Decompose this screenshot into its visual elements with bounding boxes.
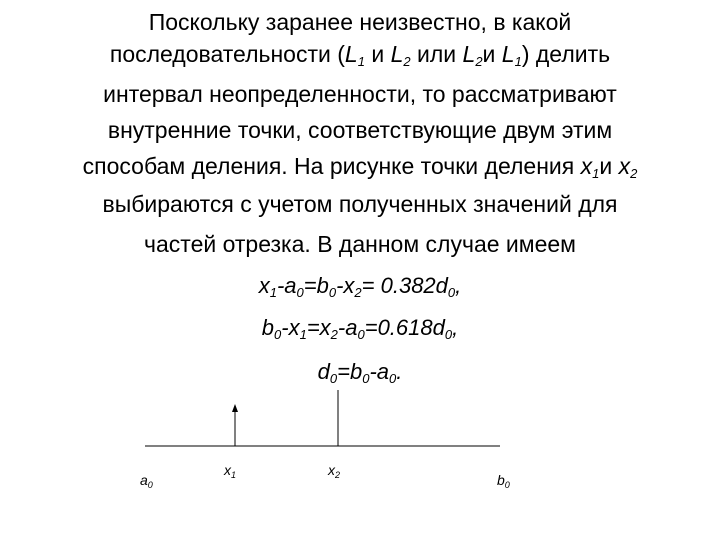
label-a0: $a_0$ bbox=[140, 472, 153, 490]
paragraph-line-2: последовательности ($L_1$ и $L_2$ или $L_2и$ $L_1$) делить bbox=[109, 41, 611, 69]
segment-diagram-svg bbox=[0, 390, 720, 540]
paragraph-line-4: внутренние точки, соответствующие двум этим bbox=[107, 117, 613, 143]
segment-diagram bbox=[0, 390, 720, 540]
label-x1: $x_1$ bbox=[224, 462, 237, 480]
label-x2: $x_2$ bbox=[328, 462, 341, 480]
equation-1: $x_1-a_0=b_0-x_2= 0.382d_0$, bbox=[258, 273, 462, 300]
paragraph-line-7: частей отрезка. В данном случае имеем bbox=[144, 231, 576, 257]
paragraph-line-5: способам деления. На рисунке точки деления $x_1и$ $x_2$ bbox=[82, 153, 638, 181]
equation-3: $d_0=b_0-a_0$. bbox=[317, 359, 403, 386]
paragraph-line-6: выбираются с учетом полученных значений для bbox=[102, 191, 618, 217]
paragraph-line-1: Поскольку заранее неизвестно, в какой bbox=[148, 9, 572, 35]
label-b0: $b_0$ bbox=[497, 472, 510, 490]
equation-2: $b_0-x_1=x_2-a_0=0.618d_0$, bbox=[261, 315, 459, 342]
paragraph-line-3: интервал неопределенности, то рассматривают bbox=[103, 81, 617, 107]
x1-arrow-head bbox=[232, 404, 238, 412]
